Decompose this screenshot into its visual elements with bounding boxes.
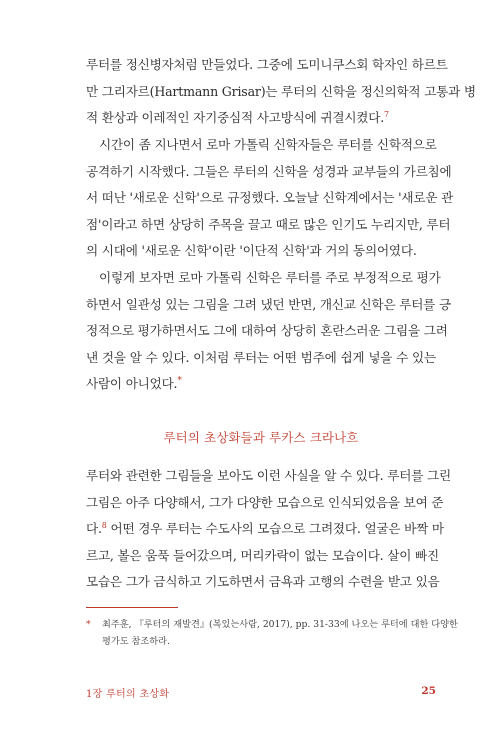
- text-line: [86, 516, 444, 543]
- text-line: 하면서 일관성 있는 그림을 그려 냈던 반면, 개신교 신학은 루터를 긍: [86, 296, 451, 312]
- footnote-ref-8[interactable]: 8: [101, 521, 107, 530]
- text-line: 시간이 좀 지나면서 로마 가톨릭 신학자들은 루터를 신학적으로: [99, 137, 437, 152]
- page-number: 25: [421, 685, 436, 697]
- text-line: 그림은 아주 다양해서, 그가 다양한 모습으로 인식되었음을 보여 준: [86, 494, 444, 510]
- text-line: 루터와 관련한 그림들을 보아도 이런 사실을 알 수 있다. 루터를 그린: [86, 468, 451, 483]
- paragraph-four: [86, 463, 451, 596]
- text-line: [86, 371, 436, 398]
- text-line-content: 적 환상과 이레적인 자기중심적 사고방식에 귀결시켰다.: [86, 110, 385, 126]
- footnote: [86, 616, 458, 650]
- footnote-star-ref[interactable]: *: [177, 376, 182, 387]
- text-line: 모습은 그가 금식하고 기도하면서 금욕과 고행의 수련을 받고 있음: [86, 574, 440, 590]
- footnote-line: 평가도 참조하라.: [102, 636, 170, 647]
- text-line: 낸 것을 알 수 있다. 이처럼 루터는 어떤 범주에 쉽게 넣을 수 있는: [86, 349, 436, 365]
- footnote-text: [102, 616, 458, 650]
- text-line-content: 사람이 아니었다.: [86, 376, 178, 392]
- footnote-line: 최주훈, 『루터의 재발견』(복있는사람, 2017), pp. 31-33에 나오는 루터에 대한 다양한: [102, 619, 458, 630]
- text-line: 점'이라고 하면 상당히 주목을 끌고 때로 많은 인기도 누리지만, 루터: [86, 216, 451, 232]
- text-line: 루터를 정신병자처럼 만들었다. 그중에 도미니쿠스회 학자인 하르트: [86, 57, 448, 72]
- paragraph-two: [86, 132, 454, 265]
- text-line: 이렇게 보자면 로마 가톨릭 신학은 루터를 주로 부정적으로 평가: [99, 270, 441, 285]
- footnote-divider: [86, 607, 178, 608]
- section-heading: 루터의 초상화들과 루카스 크라나흐: [163, 430, 359, 445]
- text-line: 의 시대에 '새로운 신학'이란 '이단적 신학'과 거의 동의어였다.: [86, 243, 417, 259]
- text-line: 공격하기 시작했다. 그들은 루터의 신학을 성경과 교부들의 가르침에: [86, 163, 452, 179]
- text-line-content: 다.: [86, 521, 102, 537]
- text-line: 르고, 볼은 움푹 들어갔으며, 머리카락이 없는 모습이다. 살이 빠진: [86, 547, 439, 563]
- footnote-ref-7[interactable]: 7: [384, 110, 389, 119]
- text-line: 만 그리자르(Hartmann Grisar)는 루터의 신학을 정신의학적 고통과 병: [86, 83, 476, 99]
- text-line: [86, 105, 436, 132]
- footnote-star: *: [86, 619, 91, 630]
- paragraph-top: [86, 52, 476, 132]
- text-line-content: 어떤 경우 루터는 수도사의 모습으로 그려졌다. 얼굴은 바짝 마: [106, 521, 444, 537]
- text-line: 정적으로 평가하면서도 그에 대하여 상당히 혼란스러운 그림을 그려: [86, 323, 448, 339]
- text-line: 서 떠난 '새로운 신학'으로 규정했다. 오늘날 신학계에서는 '새로운 관: [86, 190, 454, 206]
- paragraph-three: [86, 265, 451, 398]
- running-footer-chapter: 1장 루터의 초상화: [86, 689, 170, 700]
